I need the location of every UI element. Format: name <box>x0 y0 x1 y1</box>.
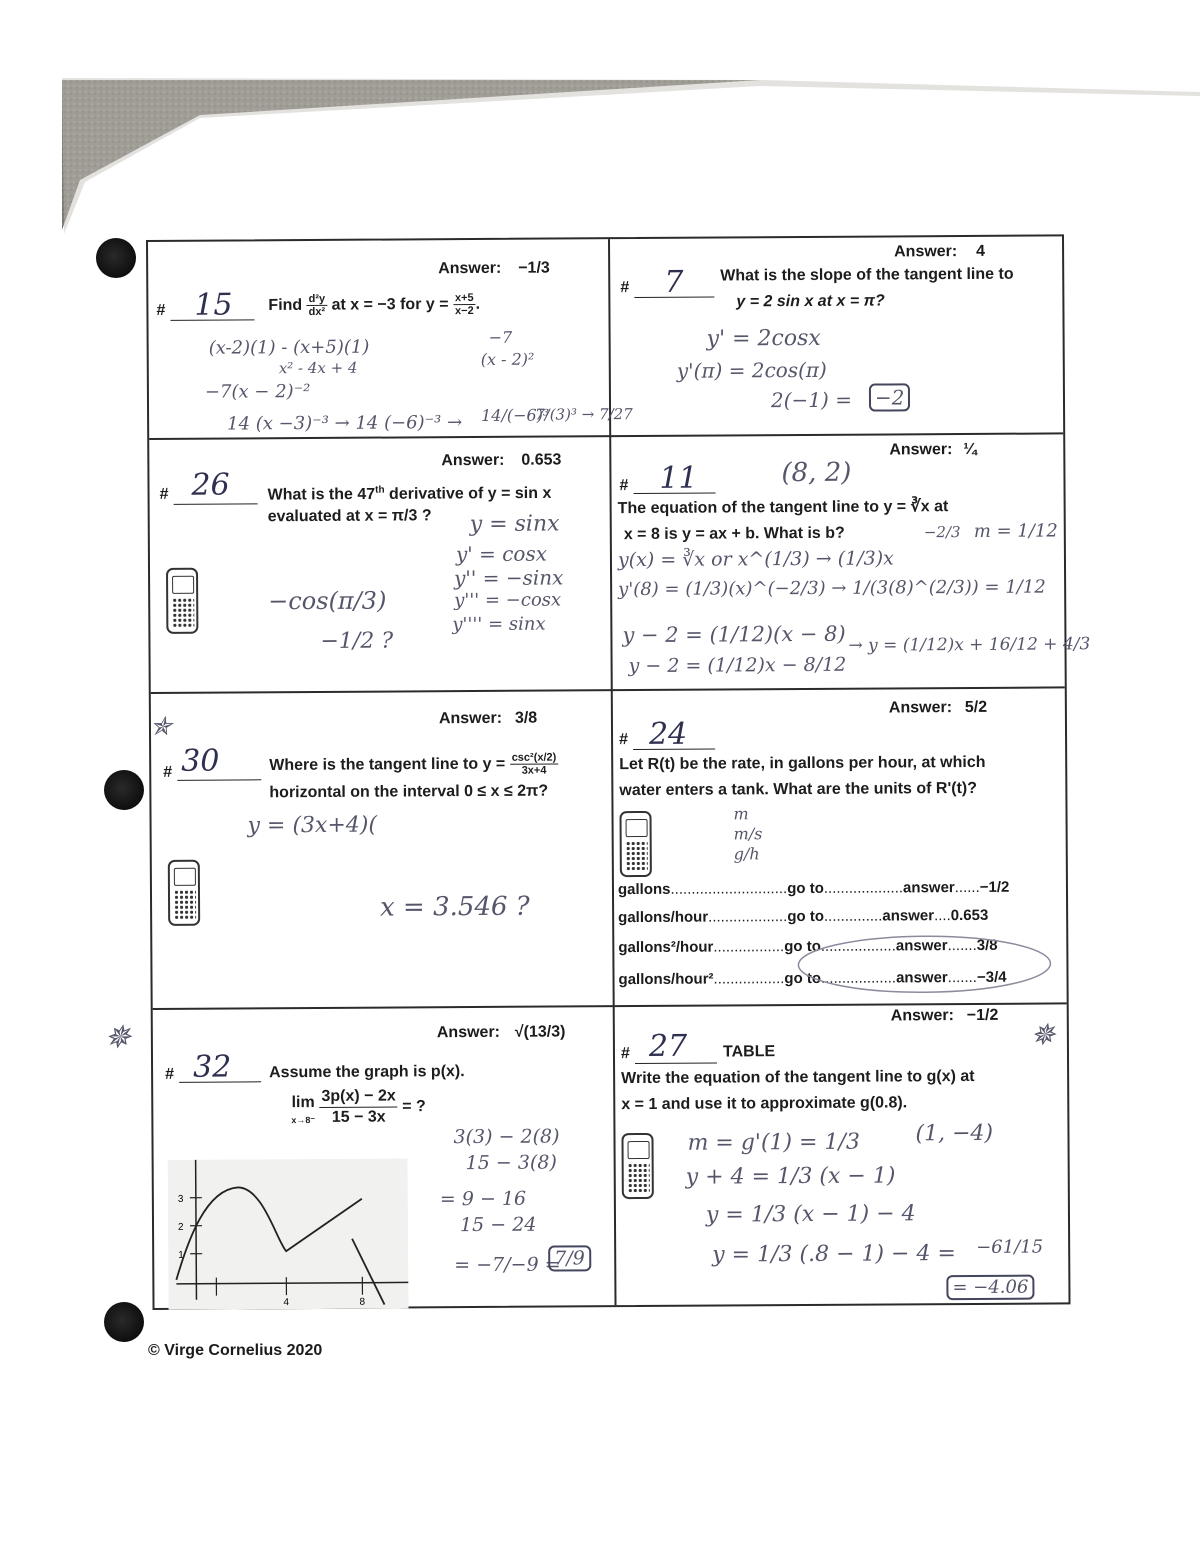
answer-value: √(13/3) <box>514 1023 566 1041</box>
binder-hole-bottom <box>104 1302 144 1342</box>
work-result: −2 <box>869 385 911 409</box>
work-line: y + 4 = 1/3 (x − 1) <box>685 1163 896 1190</box>
answer-value: −1/3 <box>518 259 550 277</box>
answer-label: Answer: <box>438 259 502 278</box>
answer-value: ¼ <box>963 440 977 459</box>
binder-hole-top <box>96 238 136 278</box>
handwritten-number: 30 <box>181 743 220 779</box>
work-line: 15 − 3(8) <box>465 1151 557 1175</box>
work-line: m = g'(1) = 1/3 <box>687 1129 861 1156</box>
work-line: x² - 4x + 4 <box>278 358 358 378</box>
work-line: −2/3 <box>923 523 961 542</box>
work-line: 15 − 24 <box>459 1213 537 1237</box>
star-mark-icon: ✵ <box>104 1018 131 1056</box>
hand-drawn-circle <box>794 928 1054 1000</box>
work-line: 7/(3)³ → 7/27 <box>535 405 633 424</box>
x-tick-label: 4 <box>283 1297 290 1309</box>
work-line: (x - 2)² <box>480 349 535 369</box>
work-line: −1/2 ? <box>320 628 394 654</box>
problem-cell-11 <box>611 434 1091 689</box>
answer-label: Answer: <box>438 709 503 728</box>
work-line: −cos(π/3) <box>268 586 387 616</box>
work-line: 3(3) − 2(8) <box>453 1125 560 1149</box>
work-line: (x-2)(1) - (x+5)(1) <box>208 336 370 359</box>
work-line: m = 1/12 <box>973 520 1058 542</box>
work-line: −61/15 <box>976 1236 1044 1258</box>
copyright-notice: © Virge Cornelius 2020 <box>148 1342 323 1359</box>
work-line: → y = (1/12)x + 16/12 + 4/3 <box>848 634 1091 656</box>
answer-label: Answer: <box>894 243 958 261</box>
handwritten-number: 7 <box>664 264 684 300</box>
work-line: y'(8) = (1/3)(x)^(−2/3) → 1/(3(8)^(2/3)) = 1/12 <box>618 576 1046 601</box>
question-line: Write the equation of the tangent line to g(x) at <box>621 1067 975 1088</box>
work-result: 7/9 <box>548 1247 591 1269</box>
number-sign: # <box>620 1045 630 1063</box>
unit-choice-row: gallons/hour².................go to..................answer.......−3/4 <box>618 968 1007 989</box>
number-sign: # <box>620 279 630 297</box>
graph-of-p <box>168 1158 409 1309</box>
work-line: y'(π) = 2cos(π) <box>676 357 827 383</box>
question-line: x = 8 is y = ax + b. What is b? <box>623 524 845 544</box>
question-line: The equation of the tangent line to y = ∛x at <box>617 498 949 518</box>
work-line: m <box>733 804 749 824</box>
work-line: g/h <box>733 844 760 864</box>
calculator-icon <box>166 568 198 634</box>
answer-value: 0.653 <box>521 451 562 469</box>
work-line: y − 2 = (1/12)(x − 8) <box>622 621 846 648</box>
question-line: What is the 47th derivative of y = sin x <box>267 484 552 504</box>
number-sign: # <box>159 485 169 503</box>
question-line: water enters a tank. What are the units of R'(t)? <box>619 779 978 800</box>
work-line: 14/(−6)³ <box>481 405 550 425</box>
work-note: (8, 2) <box>781 457 852 489</box>
work-line: 14 (x −3)⁻³ → 14 (−6)⁻³ → <box>227 412 463 435</box>
work-line: = −7/−9 = <box>454 1253 561 1277</box>
number-sign: # <box>165 1065 175 1083</box>
answer-value: 5/2 <box>964 698 988 717</box>
answer-label: Answer: <box>890 1007 954 1025</box>
star-mark-icon: ✯ <box>150 712 172 742</box>
table-label: TABLE <box>722 1043 776 1061</box>
number-blank <box>174 503 258 505</box>
work-line: x = 3.546 ? <box>379 891 530 923</box>
y-axis <box>196 1160 197 1300</box>
work-line: y' = 2cosx <box>706 325 821 352</box>
question-line: x = 1 and use it to approximate g(0.8). <box>621 1094 908 1114</box>
problem-cell-26 <box>149 437 611 692</box>
answer-label: Answer: <box>441 451 505 470</box>
handwritten-number: 15 <box>194 287 233 323</box>
limit-expression: lim x→8⁻ $\frac{3p(x) - 2x}{15 - 3x}$ = ? <box>291 1087 426 1126</box>
work-line: y(x) = ∛x or x^(1/3) → (1/3)x <box>617 547 894 572</box>
work-line: 2(−1) = <box>770 387 852 413</box>
question-line: Where is the tangent line to y = $\frac{\text{csc²(x/2)}}{3x+4}$ <box>269 751 558 778</box>
handwritten-number: 26 <box>191 467 230 503</box>
problem-cell-32 <box>153 1007 615 1312</box>
answer-value: 3/8 <box>514 709 538 727</box>
work-line: y' = cosx <box>455 541 548 567</box>
question-line: What is the slope of the tangent line to <box>720 265 1014 285</box>
answer-label: Answer: <box>888 699 953 717</box>
handwritten-number: 24 <box>648 716 688 752</box>
question-line: horizontal on the interval 0 ≤ x ≤ 2π? <box>269 782 549 802</box>
work-result: = −4.06 <box>946 1277 1034 1299</box>
number-sign: # <box>156 301 166 319</box>
handwritten-number: 32 <box>192 1049 232 1085</box>
y-tick-label: 3 <box>177 1193 184 1205</box>
star-mark-icon: ✵ <box>1030 1018 1056 1053</box>
work-line: y'' = −sinx <box>453 565 564 591</box>
work-line: m/s <box>733 824 763 844</box>
answer-value: 4 <box>976 242 986 260</box>
work-line: (1, −4) <box>915 1120 994 1147</box>
work-line: −7 <box>488 327 513 347</box>
work-line: y = sinx <box>469 511 560 538</box>
calculator-icon <box>619 811 651 877</box>
handwritten-number: 11 <box>659 460 698 496</box>
answer-value: −1/2 <box>966 1006 999 1025</box>
work-line: y = 1/3 (x − 1) − 4 <box>705 1201 916 1228</box>
answer-label: Answer: <box>889 441 953 459</box>
question-line: Let R(t) be the rate, in gallons per hour, at which <box>619 753 986 774</box>
calculator-icon <box>621 1133 653 1199</box>
binder-hole-middle <box>104 770 144 810</box>
question-line: y = 2 sin x at x = π? <box>736 292 885 311</box>
x-tick-label: 8 <box>359 1296 366 1308</box>
number-blank <box>177 779 261 781</box>
worksheet-grid <box>146 234 1091 1310</box>
work-line: = 9 − 16 <box>439 1187 527 1211</box>
number-sign: # <box>619 477 629 495</box>
question-line: evaluated at x = π/3 ? <box>267 507 432 526</box>
question-text: Find $\frac{\text{d²y}}{\text{dx²}}$ at x = −3 for y = $\frac{x+5}{x-2}$ . <box>268 291 481 319</box>
unit-choice-row: gallons²/hour.................go to..................answer.......3/8 <box>618 936 998 957</box>
work-line: y = (3x+4)( <box>247 812 378 839</box>
work-line: −7(x − 2)⁻² <box>204 380 311 403</box>
work-line: y = 1/3 (.8 − 1) − 4 = <box>712 1241 956 1268</box>
problem-cell-27 <box>615 1004 1073 1309</box>
unit-choice-row: gallons/hour...................go to..............answer....0.653 <box>618 906 989 927</box>
unit-choice-row: gallons............................go to...................answer......−1/2 <box>617 878 1010 899</box>
number-sign: # <box>619 731 629 749</box>
calculator-icon <box>168 860 200 926</box>
problem-cell-7 <box>610 236 1067 435</box>
y-tick-label: 1 <box>178 1249 184 1261</box>
problem-cell-24 <box>613 688 1071 1005</box>
problem-cell-15 <box>148 239 633 438</box>
work-line: y'''' = sinx <box>452 613 546 636</box>
work-line: y − 2 = (1/12)x − 8/12 <box>628 653 847 678</box>
number-sign: # <box>163 763 173 781</box>
work-line: y''' = −cosx <box>454 589 562 612</box>
handwritten-number: 27 <box>648 1028 688 1064</box>
answer-label: Answer: <box>436 1023 501 1042</box>
question-line: Assume the graph is p(x). <box>269 1063 465 1082</box>
problem-cell-30 <box>151 691 613 1008</box>
y-tick-label: 2 <box>177 1221 184 1233</box>
